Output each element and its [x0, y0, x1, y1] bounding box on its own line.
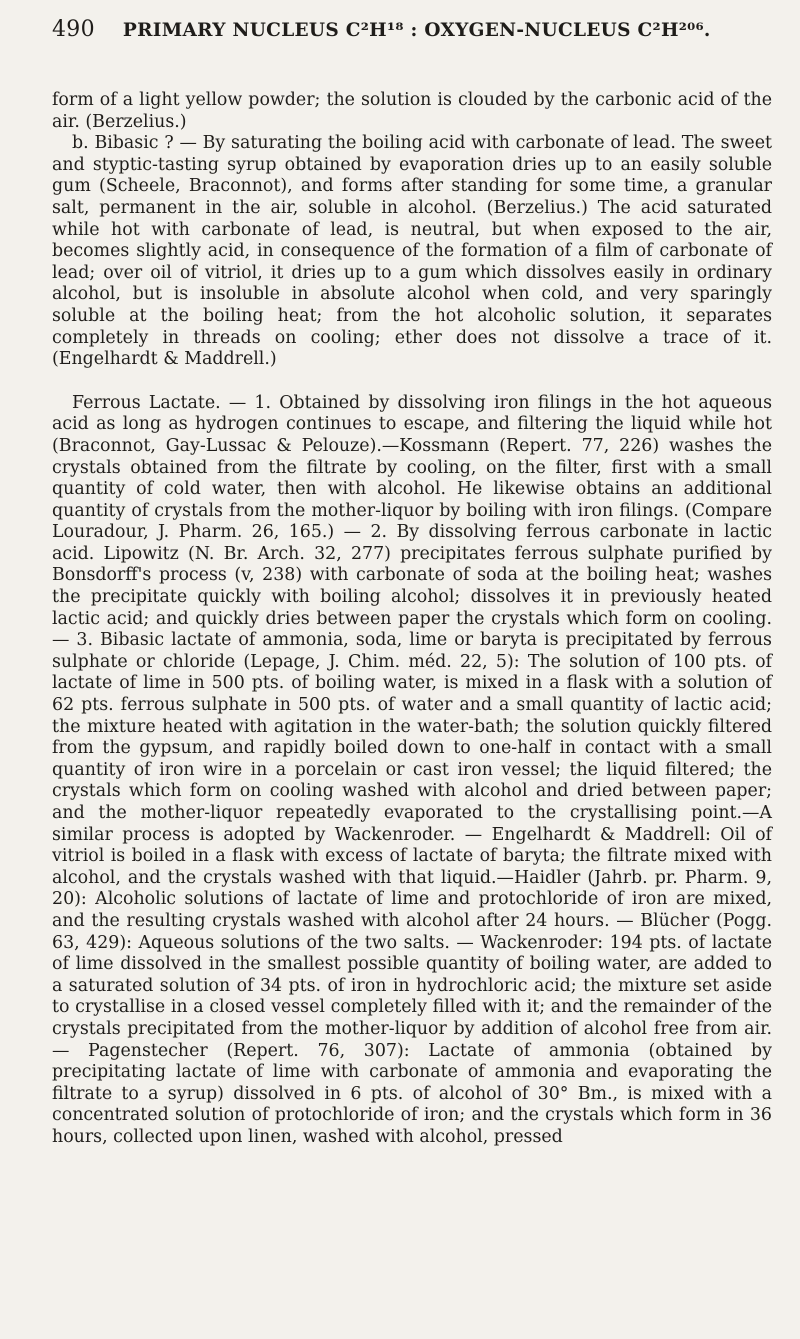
paragraph-continuation: form of a light yellow powder; the solution is clouded by the carbonic acid of the air. (Berzelius.): [52, 90, 772, 132]
body-text: [52, 90, 772, 1149]
paragraph-ferrous-lactate: Ferrous Lactate. — 1. Obtained by dissolving iron filings in the hot aqueous acid as long as hydrogen continues to escape, and filtering the liquid while hot (Braconnot, Gay-Lussac & Pelouze).—Kossmann (Repert. 77, 226) washes the crystals obtained from the filtrate by cooling, on the filter, first with a small quantity of cold water, then with alcohol. He likewise obtains an additional quantity of crystals from the mother-liquor by boiling with iron filings. (Compare Louradour, J. Pharm. 26, 165.) — 2. By dissolving ferrous carbonate in lactic acid. Lipowitz (N. Br. Arch. 32, 277) precipitates ferrous sulphate purified by Bonsdorff's process (v, 238) with carbonate of soda at the boiling heat; washes the precipitate quickly with boiling alcohol; dissolves it in previously heated lactic acid; and quickly dries between paper the crystals which form on cooling. — 3. Bibasic lactate of ammonia, soda, lime or baryta is precipitated by ferrous sulphate or chloride (Lepage, J. Chim. méd. 22, 5): The solution of 100 pts. of lactate of lime in 500 pts. of boiling water, is mixed in a flask with a solution of 62 pts. ferrous sulphate in 500 pts. of water and a small quantity of lactic acid; the mixture heated with agitation in the water-bath; the solution quickly filtered from the gypsum, and rapidly boiled down to one-half in contact with a small quantity of iron wire in a porcelain or cast iron vessel; the liquid filtered; the crystals which form on cooling washed with alcohol and dried between paper; and the mother-liquor repeatedly evaporated to the crystallising point.—A similar process is adopted by Wackenroder. — Engelhardt & Maddrell: Oil of vitriol is boiled in a flask with excess of lactate of baryta; the filtrate mixed with alcohol, and the crystals washed with that liquid.—Haidler (Jahrb. pr. Pharm. 9, 20): Alcoholic solutions of lactate of lime and protochloride of iron are mixed, and the resulting crystals washed with alcohol after 24 hours. — Blücher (Pogg. 63, 429): Aqueous solutions of the two salts. — Wackenroder: 194 pts. of lactate of lime dissolved in the smallest possible quantity of boiling water, are added to a saturated solution of 34 pts. of iron in hydrochloric acid; the mixture set aside to crystallise in a closed vessel completely filled with it; and the remainder of the crystals precipitated from the mother-liquor by addition of alcohol free from air.— Pagenstecher (Repert. 76, 307): Lactate of ammonia (obtained by precipitating lactate of lime with carbonate of ammonia and evaporating the filtrate to a syrup) dissolved in 6 pts. of alcohol of 30° Bm., is mixed with a concentrated solution of protochloride of iron; and the crystals which form in 36 hours, collected upon linen, washed with alcohol, pressed: [52, 392, 772, 1147]
running-title: PRIMARY NUCLEUS C²H¹⁸ : OXYGEN-NUCLEUS C²H²⁰⁶.: [122, 20, 711, 41]
paragraph-bibasic-lead: b. Bibasic ? — By saturating the boiling acid with carbonate of lead. The sweet and styptic-tasting syrup obtained by evaporation dries up to an easily soluble gum (Scheele, Braconnot), and forms after standing for some time, a granular salt, permanent in the air, soluble in alcohol. (Berzelius.) The acid saturated while hot with carbonate of lead, is neutral, but when exposed to the air, becomes slightly acid, in consequence of the formation of a film of carbonate of lead; over oil of vitriol, it dries up to a gum which dissolves easily in ordinary alcohol, but is insoluble in absolute alcohol when cold, and very sparingly soluble at the boiling heat; from the hot alcoholic solution, it separates completely in threads on cooling; ether does not dissolve a trace of it. (Engelhardt & Maddrell.): [52, 133, 772, 370]
page-number: 490: [52, 17, 95, 42]
running-header: [52, 10, 772, 50]
